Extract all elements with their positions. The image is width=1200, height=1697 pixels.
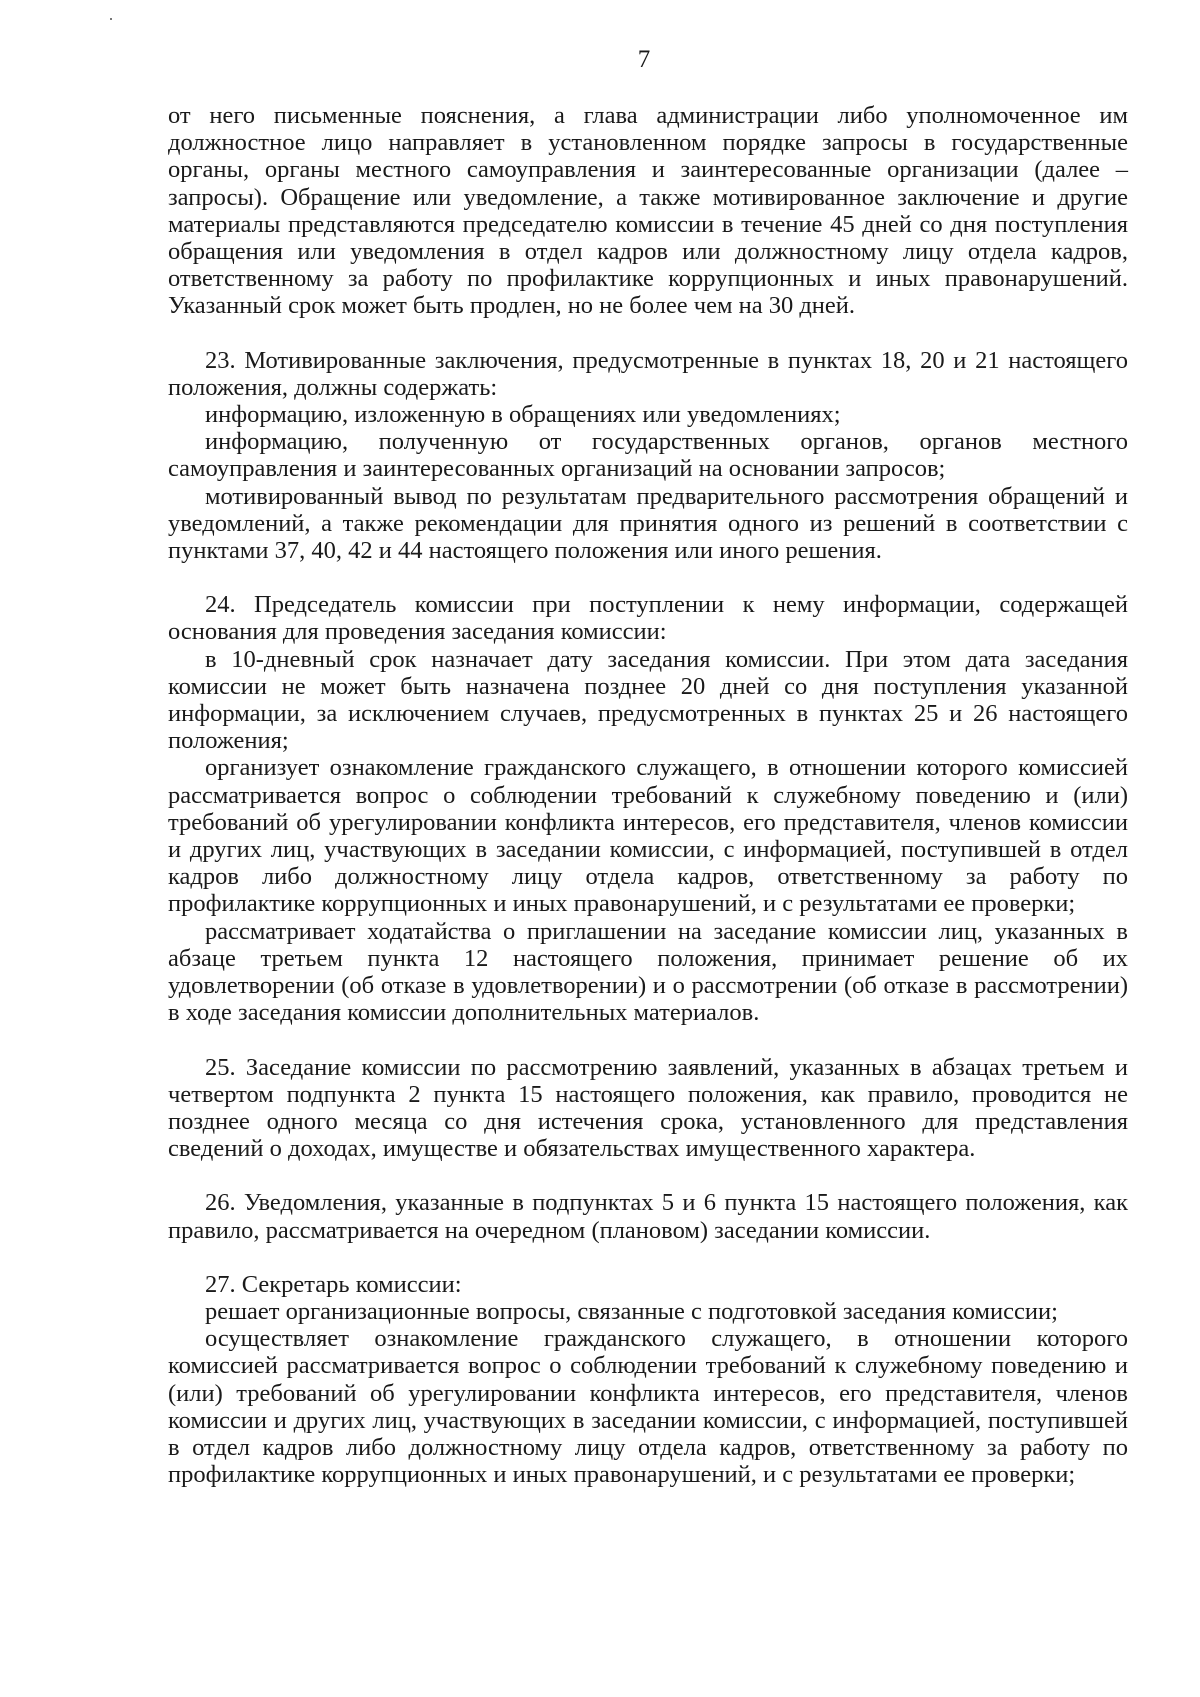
- paragraph-23-item-2: информацию, полученную от государственных органов, органов местного самоуправления и заинтересованных организаций на основании запросов;: [168, 428, 1128, 483]
- page-number: 7: [637, 46, 651, 73]
- scan-speck: [110, 18, 112, 20]
- paragraph-23-item-3: мотивированный вывод по результатам предварительного рассмотрения обращений и уведомлений, а также рекомендации для принятия одного из решений в соответствии с пунктами 37, 40, 42 и 44 настоящего положения или иного решения.: [168, 482, 1128, 565]
- paragraph-23: 23. Мотивированные заключения, предусмотренные в пунктах 18, 20 и 21 настоящего положения, должны содержать:: [168, 346, 1128, 401]
- paragraph-25: 25. Заседание комиссии по рассмотрению заявлений, указанных в абзацах третьем и четвертом подпункта 2 пункта 15 настоящего положения, как правило, проводится не позднее одного месяца со дня истечения срока, установленного для представления сведений о доходах, имуществе и обязательствах имущественного характера.: [168, 1053, 1128, 1163]
- paragraph-24-item-2: организует ознакомление гражданского служащего, в отношении которого комиссией рассматривается вопрос о соблюдении требований к служебному поведению и (или) требований об урегулировании конфликта интересов, его представителя, членов комиссии и других лиц, участвующих в заседании комиссии, с информацией, поступившей в отдел кадров либо должностному лицу отдела кадров, ответственному за работу по профилактике коррупционных и иных правонарушений, и с результатами ее проверки;: [168, 754, 1128, 918]
- paragraph-24: 24. Председатель комиссии при поступлении к нему информации, содержащей основания для проведения заседания комиссии:: [168, 591, 1128, 646]
- paragraph-27: 27. Секретарь комиссии:: [205, 1270, 462, 1298]
- paragraph-27-item-2: осуществляет ознакомление гражданского служащего, в отношении которого комиссией рассматривается вопрос о соблюдении требований к служебному поведению и (или) требований об урегулировании конфликта интересов, его представителя, членов комиссии и других лиц, участвующих в заседании комиссии, с информацией, поступившей в отдел кадров либо должностному лицу отдела кадров, ответственному за работу по профилактике коррупционных и иных правонарушений, и с результатами ее проверки;: [168, 1325, 1128, 1489]
- paragraph-23-item-1: информацию, изложенную в обращениях или уведомлениях;: [205, 401, 841, 429]
- document-body: [168, 102, 1128, 1488]
- paragraph-24-item-1: в 10-дневный срок назначает дату заседания комиссии. При этом дата заседания комиссии не может быть назначена позднее 20 дней со дня поступления указанной информации, за исключением случаев, предусмотренных в пунктах 25 и 26 настоящего положения;: [168, 645, 1128, 755]
- paragraph-26: 26. Уведомления, указанные в подпунктах 5 и 6 пункта 15 настоящего положения, как правило, рассматривается на очередном (плановом) заседании комиссии.: [168, 1189, 1128, 1244]
- paragraph-27-item-1: решает организационные вопросы, связанные с подготовкой заседания комиссии;: [205, 1297, 1058, 1325]
- paragraph-22-continuation: от него письменные пояснения, а глава администрации либо уполномоченное им должностное лицо направляет в установленном порядке запросы в государственные органы, органы местного самоуправления и заинтересованные организации (далее – запросы). Обращение или уведомление, а также мотивированное заключение и другие материалы представляются председателю комиссии в течение 45 дней со дня поступления обращения или уведомления в отдел кадров или должностному лицу отдела кадров, ответственному за работу по профилактике коррупционных и иных правонарушений. Указанный срок может быть продлен, но не более чем на 30 дней.: [168, 102, 1128, 320]
- paragraph-24-item-3: рассматривает ходатайства о приглашении на заседание комиссии лиц, указанных в абзаце третьем пункта 12 настоящего положения, принимает решение об их удовлетворении (об отказе в удовлетворении) и о рассмотрении (об отказе в рассмотрении) в ходе заседания комиссии дополнительных материалов.: [168, 917, 1128, 1027]
